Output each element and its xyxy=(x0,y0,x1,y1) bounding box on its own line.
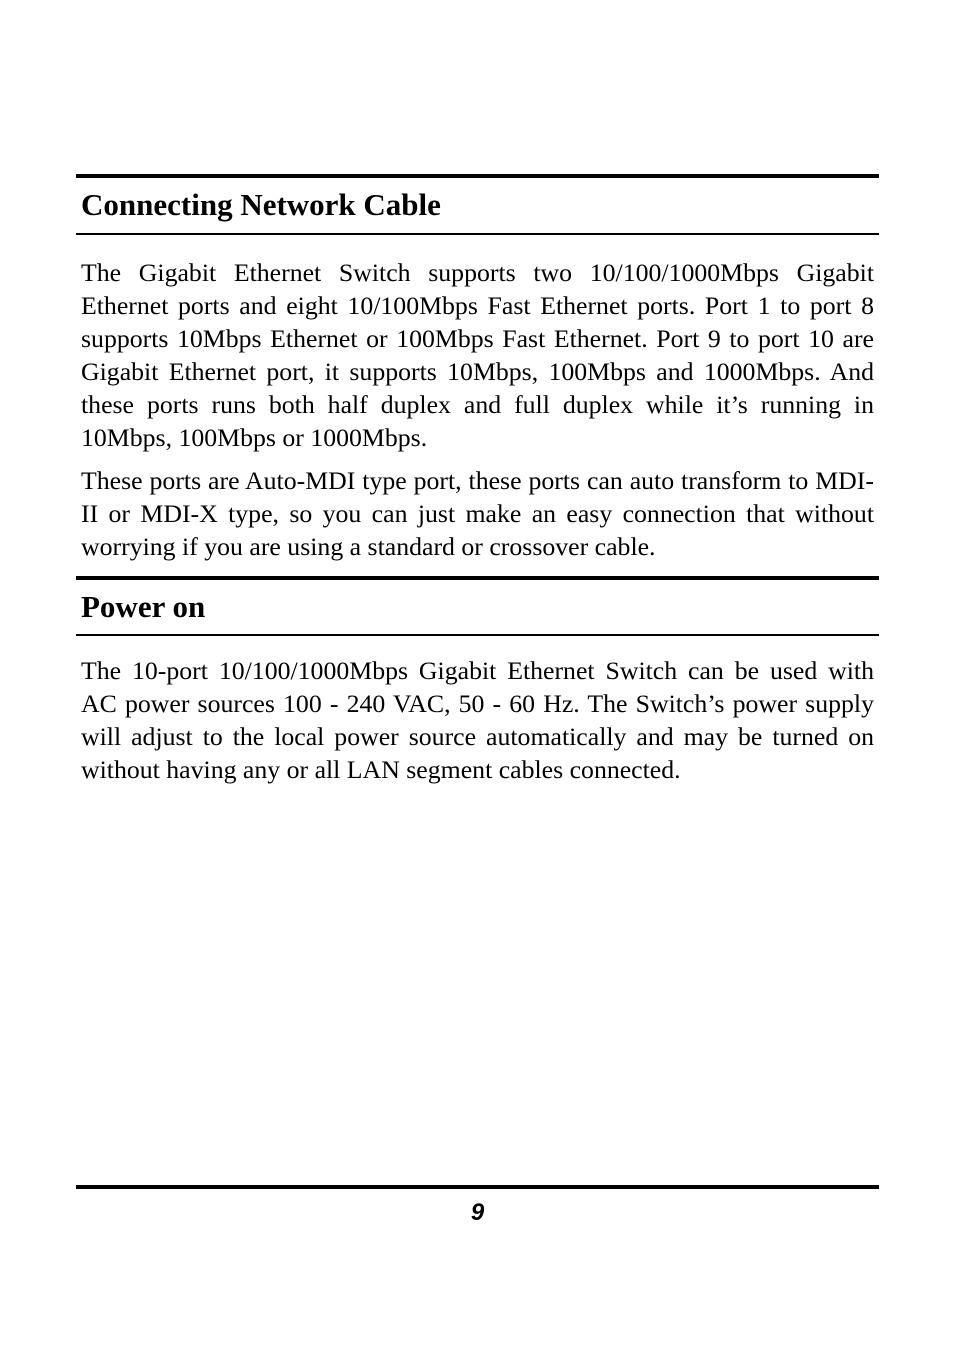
footer-rule xyxy=(76,1185,879,1189)
section-heading: Power on xyxy=(81,589,206,624)
body-paragraph: These ports are Auto-MDI type port, these ports can auto transform to MDI-II or MDI-X type, so you can just make an easy connection that without worrying if you are using a standard or crossover cable. xyxy=(81,466,874,561)
section-top-rule xyxy=(76,576,879,580)
body-paragraph: The 10-port 10/100/1000Mbps Gigabit Ethernet Switch can be used with AC power sources 100 - 240 VAC, 50 - 60 Hz. The Switch’s power supply will adjust to the local power source automatically and may be turned on without having any or all LAN segment cables connected. xyxy=(81,656,874,784)
section-heading-rule xyxy=(76,233,879,235)
section-heading: Connecting Network Cable xyxy=(81,187,441,222)
section-top-rule xyxy=(76,174,879,178)
section-power-on xyxy=(76,576,879,786)
page-number: 9 xyxy=(470,1199,485,1226)
section-heading-rule xyxy=(76,634,879,636)
body-paragraph: The Gigabit Ethernet Switch supports two 10/100/1000Mbps Gigabit Ethernet ports and eight 10/100Mbps Fast Ethernet ports. Port 1 to port 8 supports 10Mbps Ethernet or 100Mbps Fast Ethernet. Port 9 to port 10 are Gigabit Ethernet port, it supports 10Mbps, 100Mbps and 1000Mbps. And these ports runs both half duplex and full duplex while it’s running in 10Mbps, 100Mbps or 1000Mbps. xyxy=(81,258,874,452)
section-connecting-network-cable xyxy=(76,174,879,563)
